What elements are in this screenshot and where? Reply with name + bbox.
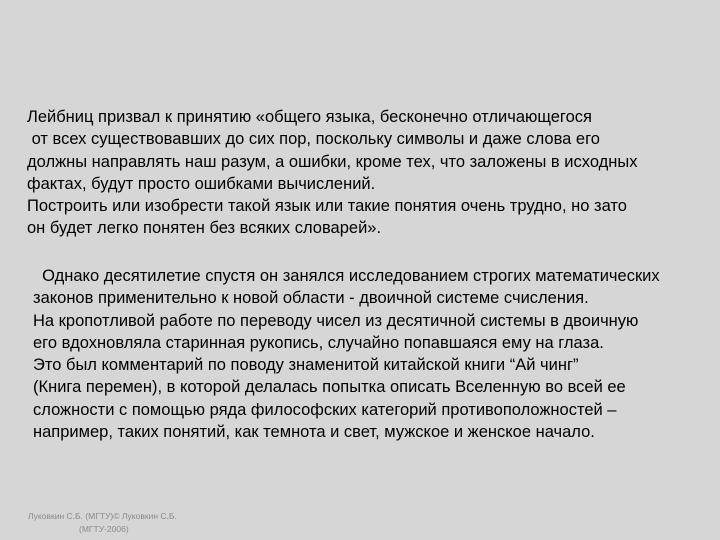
text-line: Лейбниц призвал к принятию «общего языка, бесконечно отличающегося [27,108,592,126]
text-line: Однако десятилетие спустя он занялся исследованием строгих математических [33,267,660,285]
text-line: сложности с помощью ряда философских категорий противоположностей – [33,400,617,419]
text-line: (Книга перемен), в которой делалась попытка описать Вселенную во всей ее [33,378,626,397]
text-line: законов применительно к новой области - двоичной системе счисления. [33,289,589,308]
text-line: Построить или изобрести такой язык или такие понятия очень трудно, но зато [27,197,627,216]
text-line: На кропотливой работе по переводу чисел из десятичной системы в двоичную [33,311,639,330]
text-line: например, таких понятий, как темнота и свет, мужское и женское начало. [33,423,595,442]
text-line: фактах, будут просто ошибками вычислений. [27,174,376,193]
text-line: его вдохновляла старинная рукопись, случайно попавшаяся ему на глаза. [33,333,604,352]
paragraph-binary-system [33,265,660,443]
text-line: от всех существовавших до сих пор, поскольку символы и даже слова его [27,130,600,149]
paragraph-leibniz-quote [27,106,637,240]
footer-copyright: Луковкин С.Б. (МГТУ)© Луковкин С.Б. [28,511,177,521]
text-line: должны направлять наш разум, а ошибки, кроме тех, что заложены в исходных [27,152,638,171]
text-line: он будет легко понятен без всяких словарей». [27,219,382,238]
footer-year: (МГТУ-2006) [79,524,129,534]
text-line: Это был комментарий по поводу знаменитой китайской книги “Ай чинг” [33,356,579,375]
